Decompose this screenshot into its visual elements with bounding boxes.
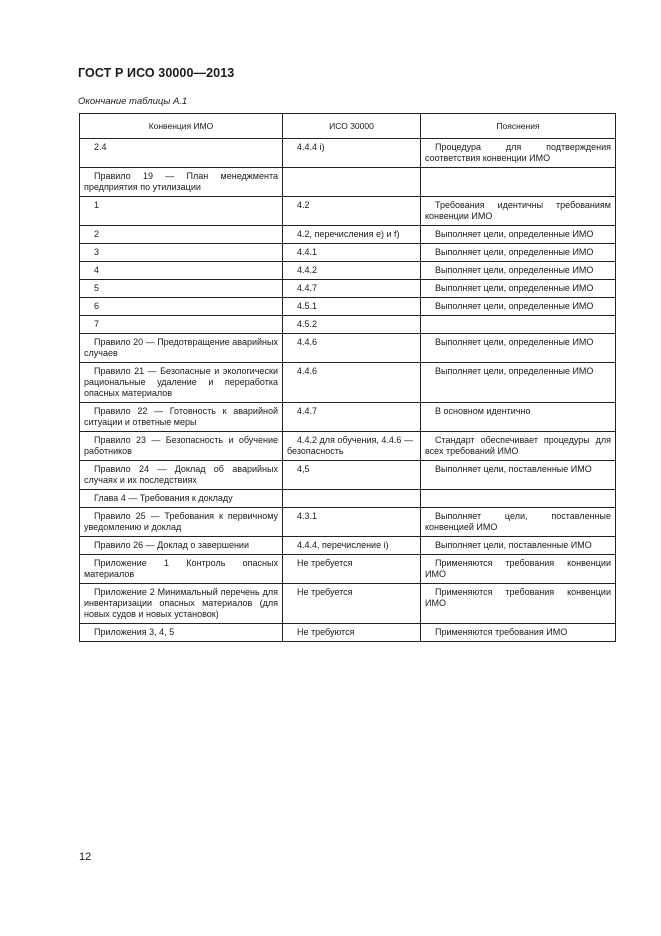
table-row [80,555,616,584]
cell-imo-convention: Правило 23 — Безопасность и обучение работников [80,432,283,461]
cell-iso-30000: Не требуется [283,584,421,624]
cell-iso-30000: 4.4.6 [283,363,421,403]
table-caption: Окончание таблицы А.1 [78,96,188,107]
cell-explanation [421,168,616,197]
table-row [80,403,616,432]
cell-imo-convention: 2 [80,226,283,244]
cell-imo-convention: 6 [80,298,283,316]
cell-imo-convention: Приложение 2 Минимальный перечень для инвентаризации опасных материалов (для новых судов и новых установок) [80,584,283,624]
cell-explanation: Выполняет цели, определенные ИМО [421,280,616,298]
cell-iso-30000: 4.5.2 [283,316,421,334]
table-body [80,139,616,642]
cell-imo-convention: Правило 26 — Доклад о завершении [80,537,283,555]
table-row [80,584,616,624]
document-header: ГОСТ Р ИСО 30000—2013 [78,66,235,80]
page-number: 12 [79,851,92,863]
cell-imo-convention: Приложение 1 Контроль опасных материалов [80,555,283,584]
table-row [80,168,616,197]
cell-explanation: Выполняет цели, определенные ИМО [421,298,616,316]
table-row [80,226,616,244]
table-row [80,537,616,555]
cell-iso-30000: 4.4.6 [283,334,421,363]
cell-imo-convention: Глава 4 — Требования к докладу [80,490,283,508]
table-row [80,490,616,508]
column-header-imo-convention: Конвенция ИМО [80,114,283,139]
cell-explanation [421,490,616,508]
cell-explanation: Применяются требования конвенции ИМО [421,555,616,584]
cell-explanation: Выполняет цели, определенные ИМО [421,226,616,244]
cell-explanation: Выполняет цели, определенные ИМО [421,262,616,280]
cell-explanation: Применяются требования ИМО [421,624,616,642]
table-row [80,432,616,461]
cell-iso-30000: 4.4.4 i) [283,139,421,168]
table-row [80,363,616,403]
cell-iso-30000: 4.4.7 [283,280,421,298]
cell-explanation: Выполняет цели, определенные ИМО [421,363,616,403]
table-row [80,262,616,280]
cell-explanation [421,316,616,334]
cell-imo-convention: Правило 25 — Требования к первичному уведомлению и доклад [80,508,283,537]
cell-explanation: Применяются требования конвенции ИМО [421,584,616,624]
cell-imo-convention: Правило 19 — План менеджмента предприятия по утилизации [80,168,283,197]
cell-imo-convention: Правило 21 — Безопасные и экологически рациональные удаление и переработка опасных материалов [80,363,283,403]
cell-iso-30000: 4.5.1 [283,298,421,316]
table-header-row [80,114,616,139]
cell-explanation: Выполняет цели, определенные ИМО [421,244,616,262]
cell-explanation: Выполняет цели, поставленные ИМО [421,537,616,555]
table-row [80,316,616,334]
cell-iso-30000 [283,490,421,508]
cell-explanation: Выполняет цели, поставленные конвенцией ИМО [421,508,616,537]
cell-iso-30000: 4.3.1 [283,508,421,537]
cell-imo-convention: Правило 20 — Предотвращение аварийных случаев [80,334,283,363]
table-row [80,298,616,316]
cell-iso-30000: 4.4.7 [283,403,421,432]
cell-iso-30000: 4.4.1 [283,244,421,262]
cell-explanation: Стандарт обеспечивает процедуры для всех требований ИМО [421,432,616,461]
cell-imo-convention: Правило 24 — Доклад об аварийных случаях и их последствиях [80,461,283,490]
table-row [80,280,616,298]
table-row [80,197,616,226]
table-row [80,139,616,168]
cell-iso-30000 [283,168,421,197]
table-row [80,244,616,262]
cell-iso-30000: 4.4.2 [283,262,421,280]
cell-iso-30000: 4.4.2 для обучения, 4.4.6 — безопасность [283,432,421,461]
table-row [80,624,616,642]
cell-explanation: Выполняет цели, поставленные ИМО [421,461,616,490]
cell-explanation: В основном идентично [421,403,616,432]
cell-iso-30000: Не требуются [283,624,421,642]
column-header-iso-30000: ИСО 30000 [283,114,421,139]
cell-explanation: Требования идентичны требованиям конвенции ИМО [421,197,616,226]
cell-iso-30000: 4.2 [283,197,421,226]
column-header-explanations: Пояснения [421,114,616,139]
cell-imo-convention: 7 [80,316,283,334]
cell-explanation: Процедура для подтверждения соответствия конвенции ИМО [421,139,616,168]
cell-imo-convention: 5 [80,280,283,298]
table-row [80,461,616,490]
conformity-table [79,113,616,642]
table-row [80,508,616,537]
table-row [80,334,616,363]
cell-imo-convention: 3 [80,244,283,262]
cell-imo-convention: 2.4 [80,139,283,168]
cell-imo-convention: Приложения 3, 4, 5 [80,624,283,642]
cell-imo-convention: Правило 22 — Готовность к аварийной ситуации и ответные меры [80,403,283,432]
cell-iso-30000: Не требуется [283,555,421,584]
cell-explanation: Выполняет цели, определенные ИМО [421,334,616,363]
cell-imo-convention: 4 [80,262,283,280]
cell-iso-30000: 4.4.4, перечисление i) [283,537,421,555]
cell-iso-30000: 4,5 [283,461,421,490]
cell-iso-30000: 4.2, перечисления e) и f) [283,226,421,244]
cell-imo-convention: 1 [80,197,283,226]
